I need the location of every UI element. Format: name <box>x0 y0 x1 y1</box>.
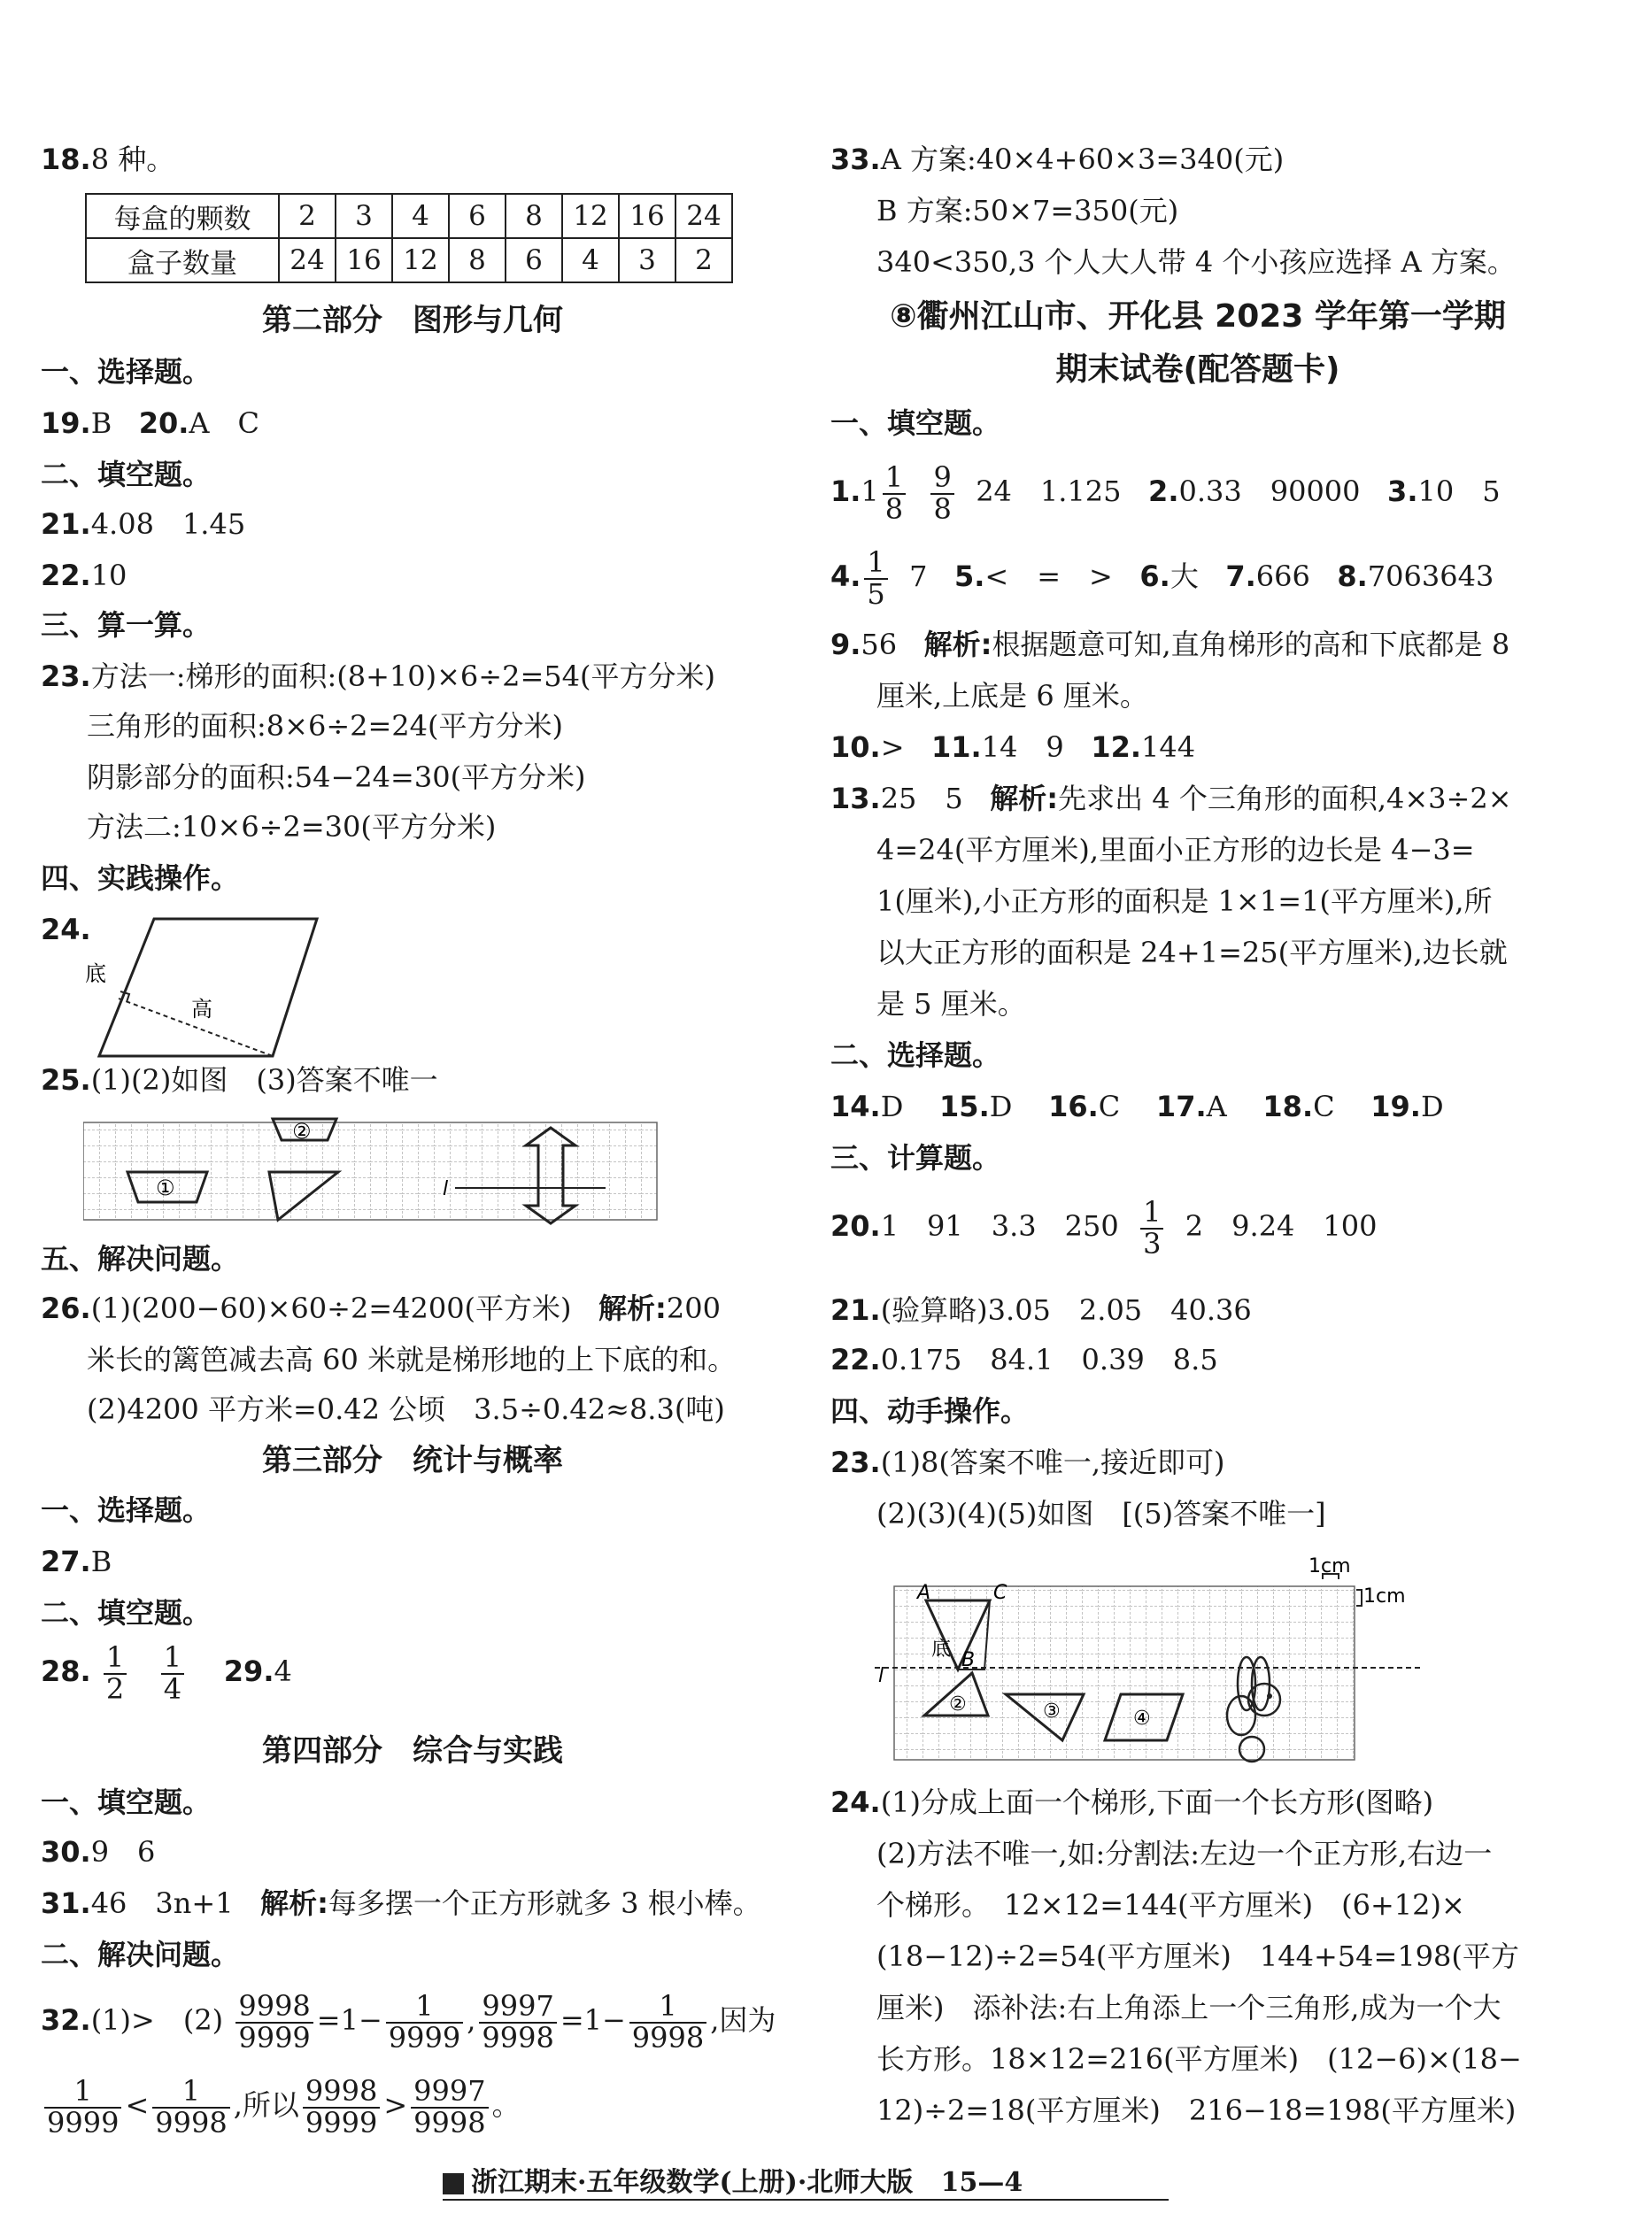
answer-32-line2: $\frac{1}{9999}$ < $\frac{1}{9998}$ ,所以 $\frac{9998}{9999}$ > $\frac{9997}{9998}$ 。 <box>41 2068 521 2142</box>
answer-19-20: 19.B 20.A C <box>41 406 260 440</box>
point-c-label: C <box>993 1582 1007 1604</box>
answer-13-line5: 是 5 厘米。 <box>876 987 1026 1021</box>
footer-book-title: 浙江期末·五年级数学(上册)·北师大版 <box>471 2167 914 2198</box>
answer-24-line5: 厘米) 添补法:右上角添上一个三角形,成为一个大 <box>876 1991 1501 2024</box>
line-l-label: l <box>878 1665 884 1687</box>
table-header: 每盒的颗数 <box>86 194 279 238</box>
shape-2-label: ② <box>292 1119 312 1144</box>
answer-18: 18.8 种。 <box>41 143 175 176</box>
point-a-label: A <box>917 1582 931 1604</box>
footer-square-icon <box>443 2173 464 2194</box>
fraction: $\frac{9}{8}$ <box>930 463 953 524</box>
table-row: 每盒的颗数 2 3 4 6 8 12 16 24 <box>86 194 732 238</box>
answer-24-num: 24. <box>41 913 91 946</box>
answer-22: 22.0.175 84.1 0.39 8.5 <box>830 1343 1218 1377</box>
fraction: $\frac{1}{9998}$ <box>629 1992 706 2053</box>
part3-title: 第三部分 统计与概率 <box>262 1443 563 1478</box>
section-heading: 二、选择题。 <box>830 1038 1001 1072</box>
shape-1-label: ① <box>156 1176 175 1200</box>
fraction: $\frac{1}{9999}$ <box>386 1992 463 2053</box>
answer-23-line2: (2)(3)(4)(5)如图 [(5)答案不唯一] <box>876 1497 1326 1531</box>
answer-24-line6: 长方形。18×12=216(平方厘米) (12−6)×(18− <box>876 2042 1522 2076</box>
unit-label-side: 1cm <box>1363 1585 1406 1608</box>
fraction: $\frac{1}{5}$ <box>864 548 887 609</box>
base-label: 底 <box>931 1639 952 1661</box>
answer-33-line2: B 方案:50×7=350(元) <box>876 194 1179 227</box>
fraction: $\frac{1}{9999}$ <box>44 2077 121 2138</box>
section-heading: 四、实践操作。 <box>41 861 240 895</box>
section-heading: 二、解决问题。 <box>41 1938 240 1971</box>
section-heading: 四、动手操作。 <box>830 1394 1030 1428</box>
answer-13-line4: 以大正方形的面积是 24+1=25(平方厘米),边长就 <box>876 936 1508 969</box>
answer-9-line2: 厘米,上底是 6 厘米。 <box>876 679 1148 713</box>
shape-3-label: ③ <box>1043 1700 1061 1723</box>
fraction: $\frac{9997}{9998}$ <box>411 2077 488 2138</box>
unit-label-top: 1cm <box>1308 1555 1351 1577</box>
answer-33-line1: 33.A 方案:40×4+60×3=340(元) <box>830 143 1285 176</box>
parallelogram-figure <box>41 910 395 1069</box>
answer-27: 27.B <box>41 1545 112 1578</box>
page-number: 15—4 <box>940 2167 1023 2198</box>
answer-23-line3: 阴影部分的面积:54−24=30(平方分米) <box>87 760 586 794</box>
exam-title-line2: 期末试卷(配答题卡) <box>1055 351 1340 388</box>
footer-rule <box>443 2199 1169 2201</box>
answer-30: 30.9 6 <box>41 1835 156 1869</box>
answer-24-line1: 24.(1)分成上面一个梯形,下面一个长方形(图略) <box>830 1785 1434 1819</box>
answer-21: 21.4.08 1.45 <box>41 507 246 541</box>
answer-26-line1: 26.(1)(200−60)×60÷2=4200(平方米) 解析:200 <box>41 1292 721 1325</box>
fraction: $\frac{1}{3}$ <box>1140 1198 1163 1259</box>
section-heading: 三、算一算。 <box>41 608 212 642</box>
fraction: $\frac{1}{8}$ <box>883 463 906 524</box>
answer-26-line3: (2)4200 平方米=0.42 公顷 3.5÷0.42≈8.3(吨) <box>87 1392 725 1426</box>
answer-23-line4: 方法二:10×6÷2=30(平方分米) <box>87 810 497 844</box>
answer-24-line4: (18−12)÷2=54(平方厘米) 144+54=198(平方 <box>876 1940 1519 1973</box>
candy-box-table <box>85 193 733 283</box>
answer-14-19: 14.D 15.D 16.C 17.A 18.C 19.D <box>830 1090 1444 1123</box>
section-heading: 一、填空题。 <box>830 406 1001 440</box>
answer-23-line1: 23.方法一:梯形的面积:(8+10)×6÷2=54(平方分米) <box>41 659 715 693</box>
answer-13-line1: 13.25 5 解析:先求出 4 个三角形的面积,4×3÷2× <box>830 782 1512 815</box>
section-heading: 三、计算题。 <box>830 1141 1001 1175</box>
answer-21: 21.(验算略)3.05 2.05 40.36 <box>830 1293 1252 1327</box>
answer-10-12: 10.> 11.14 9 12.144 <box>830 730 1196 764</box>
exam-title-line1: ⑧衢州江山市、开化县 2023 学年第一学期 <box>890 298 1506 335</box>
shape-2-label: ② <box>949 1693 967 1716</box>
answer-13-line3: 1(厘米),小正方形的面积是 1×1=1(平方厘米),所 <box>876 884 1493 918</box>
part4-title: 第四部分 综合与实践 <box>262 1733 563 1769</box>
answer-23-line2: 三角形的面积:8×6÷2=24(平方分米) <box>87 709 563 743</box>
fraction: $\frac{9997}{9998}$ <box>479 1992 556 2053</box>
answer-22: 22.10 <box>41 559 127 592</box>
answer-33-line3: 340<350,3 个人大人带 4 个小孩应选择 A 方案。 <box>876 245 1516 279</box>
answer-9-line1: 9.56 解析:根据题意可知,直角梯形的高和下底都是 8 <box>830 628 1510 661</box>
table-row: 盒子数量 24 16 12 8 6 4 3 2 <box>86 238 732 282</box>
grid-figure-23 <box>875 1542 1512 1772</box>
answer-28-29: 28. $\frac{1}{2}$ $\frac{1}{4}$ 29.4 <box>41 1639 292 1706</box>
grid-figure-25 <box>83 1114 659 1229</box>
answer-32-line1: 32.(1)> (2) $\frac{9998}{9999}$ =1− $\frac{1}{9999}$ , $\frac{9997}{9998}$ =1− $\frac{1}{9998}$ ,因为 <box>41 1988 776 2055</box>
section-heading: 五、解决问题。 <box>41 1242 240 1276</box>
height-label: 高 <box>191 997 212 1022</box>
section-heading: 一、填空题。 <box>41 1785 212 1819</box>
table-header: 盒子数量 <box>86 238 279 282</box>
answer-4-8: 4. $\frac{1}{5}$ 7 5.< = > 6.大 7.666 8.7063643 <box>830 544 1494 611</box>
answer-24-line2: (2)方法不唯一,如:分割法:左边一个正方形,右边一 <box>876 1837 1493 1870</box>
base-label: 底 <box>85 961 106 986</box>
answer-31: 31.46 3n+1 解析:每多摆一个正方形就多 3 根小棒。 <box>41 1886 761 1920</box>
part2-title: 第二部分 图形与几何 <box>262 303 563 338</box>
answer-1-3: 1.1 $\frac{1}{8}$ $\frac{9}{8}$ 24 1.125 2.0.33 90000 3.10 5 <box>830 459 1501 526</box>
fraction: $\frac{1}{4}$ <box>161 1643 184 1704</box>
answer-25: 25.(1)(2)如图 (3)答案不唯一 <box>41 1063 438 1097</box>
fraction: $\frac{9998}{9999}$ <box>235 1992 313 2053</box>
section-heading: 二、填空题。 <box>41 458 212 491</box>
answer-24-line3: 个梯形。 12×12=144(平方厘米) (6+12)× <box>876 1888 1465 1922</box>
section-heading: 一、选择题。 <box>41 1493 212 1527</box>
section-heading: 一、选择题。 <box>41 355 212 389</box>
line-l-label: l <box>443 1178 449 1200</box>
answer-26-line2: 米长的篱笆减去高 60 米就是梯形地的上下底的和。 <box>87 1343 737 1377</box>
point-b-label: B <box>961 1649 976 1671</box>
answer-13-line2: 4=24(平方厘米),里面小正方形的边长是 4−3= <box>876 833 1475 867</box>
page-footer <box>443 2160 1169 2199</box>
section-heading: 二、填空题。 <box>41 1596 212 1630</box>
fraction: $\frac{1}{2}$ <box>104 1643 127 1704</box>
answer-20: 20.1 91 3.3 250 $\frac{1}{3}$ 2 9.24 100 <box>830 1194 1378 1261</box>
shape-4-label: ④ <box>1133 1708 1151 1730</box>
fraction: $\frac{1}{9998}$ <box>152 2077 229 2138</box>
answer-23-line1: 23.(1)8(答案不唯一,接近即可) <box>830 1446 1225 1479</box>
answer-24-line7: 12)÷2=18(平方厘米) 216−18=198(平方厘米) <box>876 2094 1517 2127</box>
fraction: $\frac{9998}{9999}$ <box>303 2077 380 2138</box>
